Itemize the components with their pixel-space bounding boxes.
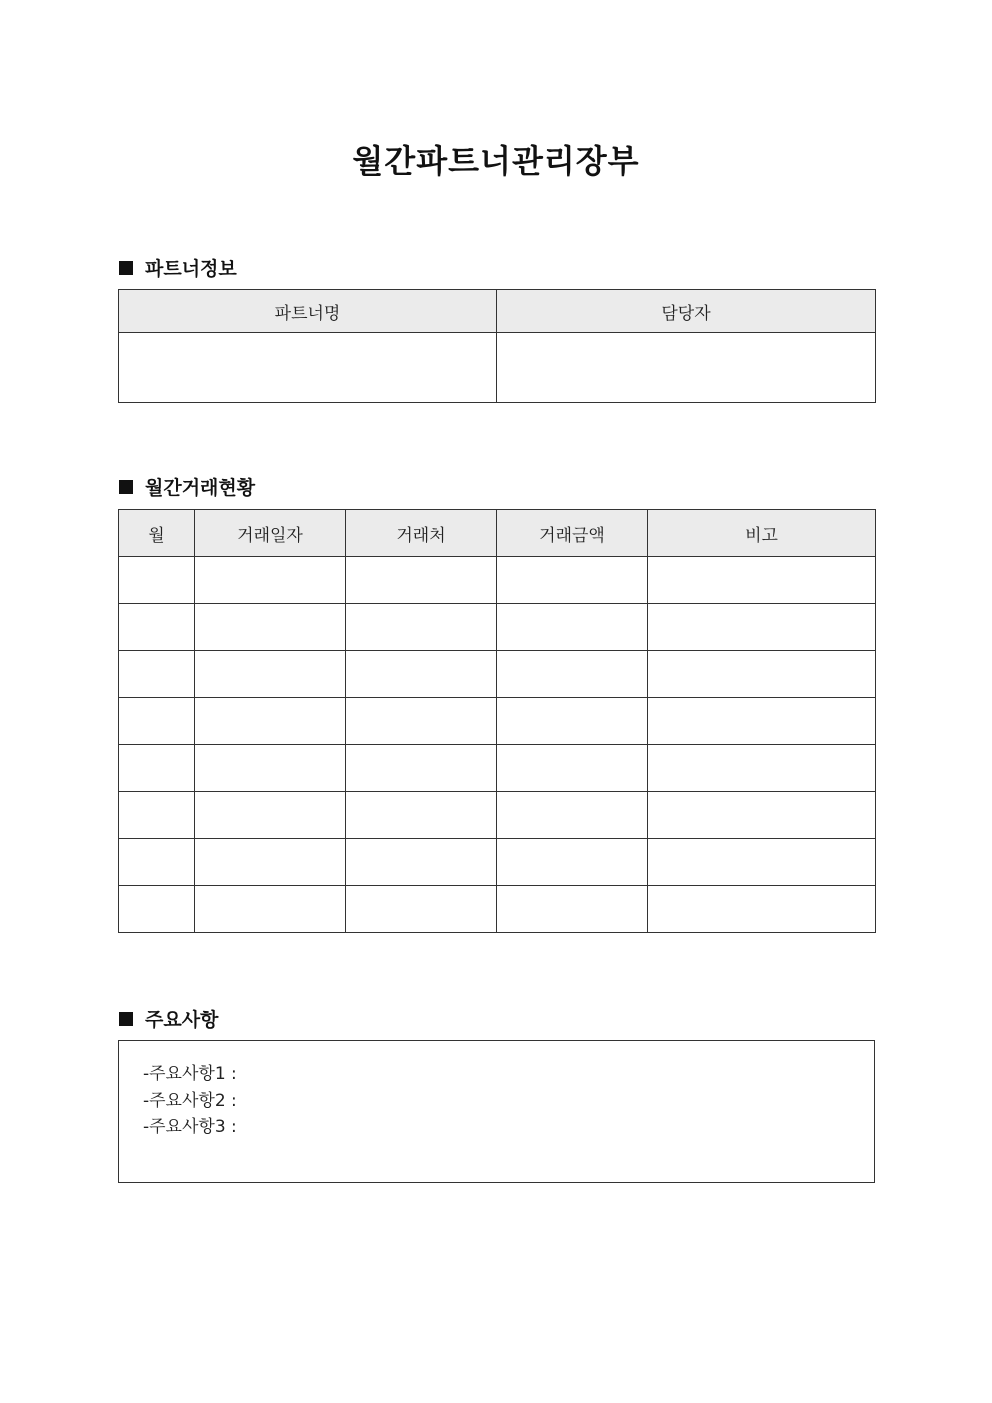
remarks-cell[interactable] [648,886,876,933]
date-cell[interactable] [195,604,346,651]
table-row [119,651,876,698]
manager-cell[interactable] [497,333,876,403]
amount-cell[interactable] [497,886,648,933]
remarks-cell[interactable] [648,792,876,839]
notes-heading-label: 주요사항 [145,1009,219,1031]
table-row [119,698,876,745]
month-cell[interactable] [119,886,195,933]
client-cell[interactable] [346,745,497,792]
partner-info-heading [119,254,237,281]
date-cell[interactable] [195,698,346,745]
remarks-cell[interactable] [648,604,876,651]
partner-info-heading-label: 파트너정보 [145,258,237,280]
table-row [119,839,876,886]
date-cell[interactable] [195,651,346,698]
month-cell[interactable] [119,698,195,745]
header-month: 월 [119,510,195,557]
client-cell[interactable] [346,557,497,604]
notes-box[interactable] [118,1040,875,1183]
header-client: 거래처 [346,510,497,557]
amount-cell[interactable] [497,792,648,839]
header-manager: 담당자 [497,290,876,333]
partner-name-cell[interactable] [119,333,497,403]
partner-info-table [118,289,876,403]
month-cell[interactable] [119,604,195,651]
amount-cell[interactable] [497,839,648,886]
table-row [119,604,876,651]
client-cell[interactable] [346,698,497,745]
amount-cell[interactable] [497,651,648,698]
table-row [119,792,876,839]
remarks-cell[interactable] [648,698,876,745]
month-cell[interactable] [119,651,195,698]
notes-heading [119,1005,218,1032]
table-row [119,745,876,792]
amount-cell[interactable] [497,604,648,651]
bullet-square-icon [119,480,133,494]
month-cell[interactable] [119,792,195,839]
monthly-transactions-table [118,509,876,933]
monthly-transactions-heading-label: 월간거래현황 [145,477,256,499]
bullet-square-icon [119,1012,133,1026]
amount-cell[interactable] [497,698,648,745]
header-transaction-date: 거래일자 [195,510,346,557]
remarks-cell[interactable] [648,745,876,792]
client-cell[interactable] [346,839,497,886]
table-row [119,333,876,403]
page-title: 월간파트너관리장부 [352,142,640,180]
note-line-1: -주요사항1 : [143,1064,237,1084]
client-cell[interactable] [346,651,497,698]
note-line-3: -주요사항3 : [143,1117,237,1137]
header-partner-name: 파트너명 [119,290,497,333]
month-cell[interactable] [119,557,195,604]
client-cell[interactable] [346,886,497,933]
header-remarks: 비고 [648,510,876,557]
monthly-transactions-heading [119,473,255,500]
table-row [119,886,876,933]
remarks-cell[interactable] [648,839,876,886]
amount-cell[interactable] [497,745,648,792]
header-amount: 거래금액 [497,510,648,557]
date-cell[interactable] [195,745,346,792]
date-cell[interactable] [195,886,346,933]
note-line-2: -주요사항2 : [143,1090,237,1111]
bullet-square-icon [119,261,133,275]
table-row [119,557,876,604]
amount-cell[interactable] [497,557,648,604]
date-cell[interactable] [195,839,346,886]
table-header-row [119,290,876,333]
date-cell[interactable] [195,557,346,604]
date-cell[interactable] [195,792,346,839]
month-cell[interactable] [119,839,195,886]
month-cell[interactable] [119,745,195,792]
client-cell[interactable] [346,604,497,651]
table-header-row [119,510,876,557]
remarks-cell[interactable] [648,651,876,698]
remarks-cell[interactable] [648,557,876,604]
client-cell[interactable] [346,792,497,839]
